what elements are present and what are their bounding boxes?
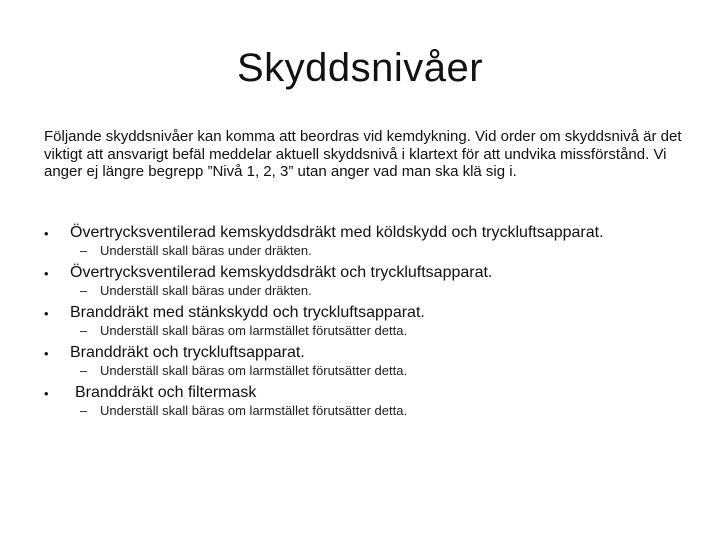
level-title: Övertrycksventilerad kemskyddsdräkt med köldskydd och tryckluftsapparat.: [70, 224, 604, 241]
level-title: Branddräkt och filtermask: [75, 384, 257, 401]
bullet-icon: •: [44, 266, 49, 281]
level-note: [80, 323, 407, 339]
level-note-text: Underställ skall bäras om larmstället förutsätter detta.: [100, 403, 408, 418]
level-note-text: Underställ skall bäras om larmstället förutsätter detta.: [100, 323, 408, 338]
level-note-text: Underställ skall bäras under dräkten.: [100, 283, 312, 298]
level-title: Branddräkt och tryckluftsapparat.: [70, 344, 305, 361]
level-note: [80, 403, 407, 419]
bullet-icon: •: [44, 386, 49, 401]
dash-icon: –: [80, 403, 88, 418]
dash-icon: –: [80, 283, 88, 298]
level-note: [80, 363, 407, 379]
level-title: Övertrycksventilerad kemskyddsdräkt och tryckluftsapparat.: [70, 264, 493, 281]
level-note-text: Underställ skall bäras om larmstället förutsätter detta.: [100, 363, 408, 378]
slide-title: Skyddsnivåer: [236, 46, 484, 90]
dash-icon: –: [80, 323, 88, 338]
bullet-icon: •: [44, 346, 49, 361]
dash-icon: –: [80, 363, 88, 378]
level-title: Branddräkt med stänkskydd och tryckluftsapparat.: [70, 304, 425, 321]
intro-paragraph: Följande skyddsnivåer kan komma att beordras vid kemdykning. Vid order om skyddsnivå är det viktigt att ansvarigt befäl meddelar aktuell skyddsnivå i klartext för att undvika missförstånd. Vi anger ej längre begrepp ”Nivå 1, 2, 3” utan anger vad man ska klä sig i.: [44, 128, 682, 180]
level-note: [80, 283, 312, 299]
bullet-icon: •: [44, 226, 49, 241]
level-note: [80, 243, 312, 259]
dash-icon: –: [80, 243, 88, 258]
bullet-icon: •: [44, 306, 49, 321]
level-note-text: Underställ skall bäras under dräkten.: [100, 243, 312, 258]
